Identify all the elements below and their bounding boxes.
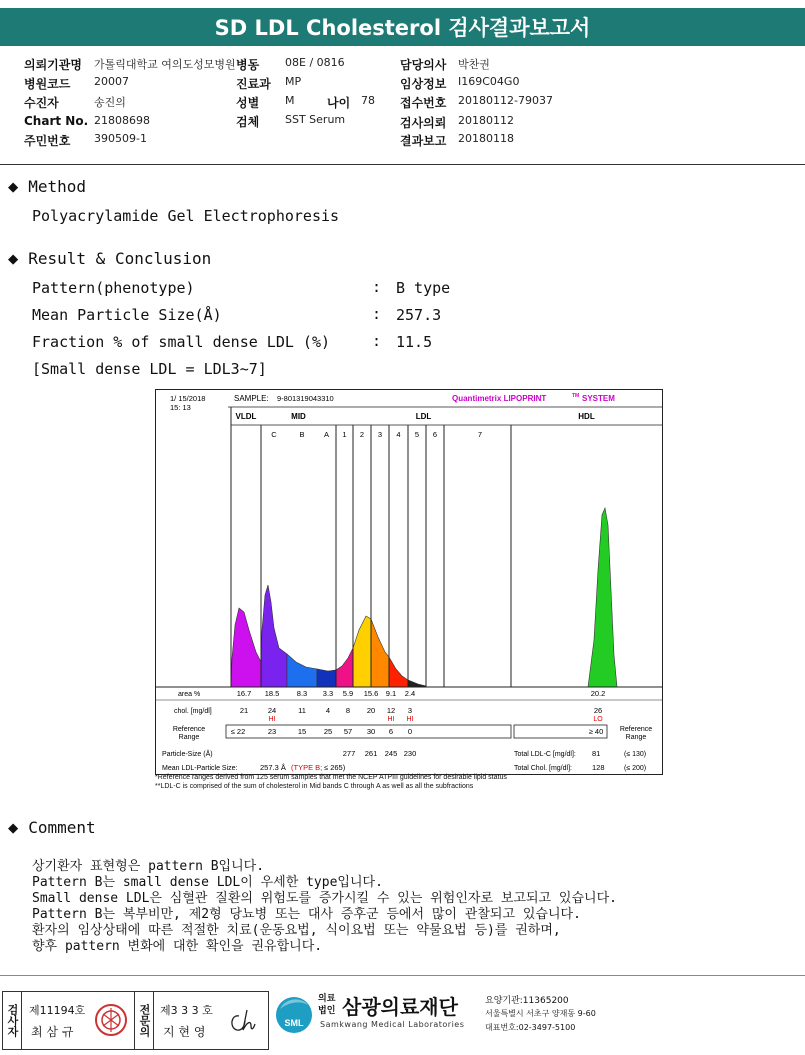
size-colon: :	[372, 305, 382, 323]
total-chol-label: Total Chol. [mg/dl]:	[514, 765, 572, 772]
receipt-label: 접수번호	[400, 96, 447, 110]
lipoprint-chart-svg	[156, 390, 662, 774]
org-address: 서울특별시 서초구 양재동 9-60	[485, 1009, 596, 1018]
comment-line: 상기환자 표현형은 pattern B입니다.	[32, 859, 265, 874]
department-value: MP	[285, 75, 302, 88]
ref-label-line1: Reference	[172, 726, 206, 733]
age-value: 78	[361, 94, 375, 107]
brand-tm: TM	[572, 393, 580, 399]
chart-no-value: 21808698	[94, 114, 150, 127]
chol-value: 3	[407, 706, 413, 715]
brand-suffix: SYSTEM	[582, 394, 615, 403]
ref-label-line2: Range	[625, 734, 647, 741]
area-value: 8.3	[296, 689, 308, 698]
ldl2-peak	[353, 616, 371, 687]
chol-value: 21	[239, 706, 249, 715]
fraction-label: Fraction % of small dense LDL (%)	[32, 333, 331, 351]
chol-value: 20	[366, 706, 376, 715]
specialist-number: 제3 3 3 호	[160, 1004, 213, 1017]
result-date-value: 20180118	[458, 132, 514, 145]
footnote-1: *Reference ranges derived from 125 serum samples that met the NCEP ATPIII guidelines for desirable lipid status	[155, 774, 507, 781]
flag-hi: HI	[406, 716, 414, 723]
request-label: 검사의뢰	[400, 116, 447, 130]
receipt-value: 20180112-79037	[458, 94, 553, 107]
mid-c-peak	[261, 585, 287, 687]
ldl4-peak	[389, 657, 408, 687]
clinical-info-value: I169C04G0	[458, 75, 520, 88]
subfraction-label: 6	[432, 430, 438, 439]
ward-label: 병동	[236, 58, 260, 72]
chol-value: 11	[298, 706, 306, 715]
method-text: Polyacrylamide Gel Electrophoresis	[32, 207, 340, 225]
report-footer	[0, 975, 805, 1055]
subfraction-label: 2	[359, 430, 365, 439]
comment-line: Small dense LDL은 심혈관 질환의 위험도를 증가시킬 수 있는 위험인자로 보고되고 있습니다.	[32, 891, 617, 906]
area-value: 3.3	[322, 689, 334, 698]
subfraction-label: 5	[414, 430, 420, 439]
signature-box	[2, 991, 269, 1050]
ref-value: ≥ 40	[588, 727, 604, 736]
ref-value: 30	[366, 727, 376, 736]
signature-icon	[225, 1002, 261, 1038]
patient-label: 수진자	[24, 96, 59, 110]
size-value: 257.3	[396, 306, 442, 324]
size-label: Mean Particle Size(Å)	[32, 306, 222, 324]
doctor-label: 담당의사	[400, 58, 447, 72]
hospital-code-value: 20007	[94, 75, 129, 88]
mid-b-peak	[287, 654, 317, 687]
group-label: VLDL	[235, 412, 257, 421]
comment-heading-text: Comment	[28, 818, 96, 837]
institution-label: 의뢰기관명	[24, 58, 82, 72]
group-label: MID	[291, 412, 306, 421]
department-label: 진료과	[236, 77, 271, 91]
mean-type-ref: ≤ 265)	[324, 763, 346, 772]
org-english: Samkwang Medical Laboratories	[320, 1020, 465, 1029]
doctor-value: 박찬권	[458, 58, 490, 71]
mean-size-value: 257.3 Å	[260, 763, 286, 772]
org-phone: 대표번호:02-3497-5100	[485, 1023, 576, 1032]
comment-line: 환자의 임상상태에 따른 적절한 치료(운동요법, 식이요법 또는 약물요법 등)를 권하며,	[32, 923, 561, 938]
id-value: 390509-1	[94, 132, 147, 145]
total-chol-ref: (≤ 200)	[624, 765, 647, 772]
sample-label: SAMPLE:	[234, 394, 269, 403]
examiner-name: 최 삼 규	[31, 1025, 74, 1039]
area-value: 5.9	[342, 689, 354, 698]
comment-line: Pattern B는 복부비만, 제2형 당뇨병 또는 대사 증후군 등에서 많이 관찰되고 있습니다.	[32, 907, 581, 922]
sml-logo-icon	[272, 991, 316, 1035]
result-heading	[8, 249, 211, 269]
total-ldl-label: Total LDL-C [mg/dl]:	[514, 751, 576, 758]
patient-header	[0, 46, 805, 165]
report-title: SD LDL Cholesterol 검사결과보고서	[0, 8, 805, 46]
particle-size-value: 277	[342, 749, 356, 758]
chart-date: 1/ 15/2018	[170, 394, 206, 403]
group-label: HDL	[578, 412, 595, 421]
org-code: 요양기관:11365200	[485, 996, 569, 1006]
request-value: 20180112	[458, 114, 514, 127]
area-value: 16.7	[236, 689, 252, 698]
hdl-peak	[588, 508, 617, 687]
institution-value: 가톨릭대학교 여의도성모병원	[94, 58, 236, 71]
seal-stamp-icon	[93, 1000, 129, 1040]
chol-value: 8	[345, 706, 351, 715]
chart-time: 15: 13	[170, 403, 191, 412]
ref-label-line2: Range	[178, 734, 200, 741]
small-dense-note: [Small dense LDL = LDL3~7]	[32, 360, 267, 378]
total-ldl-value: 81	[592, 749, 601, 758]
subfraction-label: B	[299, 430, 305, 439]
comment-line: 향후 pattern 변화에 대한 확인을 권유합니다.	[32, 939, 323, 954]
fraction-colon: :	[372, 332, 382, 350]
subfraction-label: 7	[477, 430, 483, 439]
area-value: 20.2	[590, 689, 606, 698]
mid-a-peak	[317, 669, 336, 687]
sex-value: M	[285, 94, 295, 107]
id-label: 주민번호	[24, 134, 71, 148]
area-value: 18.5	[264, 689, 280, 698]
total-chol-value: 128	[592, 763, 605, 772]
total-ldl-ref: (≤ 130)	[624, 751, 647, 758]
ref-value: ≤ 22	[230, 727, 246, 736]
ref-label-line1: Reference	[619, 726, 653, 733]
examiner-label: 검사자	[3, 992, 22, 1049]
flag-hi: HI	[387, 716, 395, 723]
pattern-value: B type	[396, 279, 451, 297]
ward-value: 08E / 0816	[285, 56, 345, 69]
diamond-bullet-icon: ◆	[8, 249, 19, 269]
result-date-label: 결과보고	[400, 134, 447, 148]
ref-value: 57	[343, 727, 353, 736]
ref-value: 0	[407, 727, 413, 736]
particle-size-label: Particle-Size (Å)	[162, 751, 213, 758]
chart-no-label: Chart No.	[24, 114, 89, 128]
subfraction-label: A	[323, 430, 330, 439]
age-label: 나이	[327, 96, 351, 110]
brand-name: Quantimetrix LIPOPRINT	[452, 394, 547, 403]
result-heading-text: Result & Conclusion	[28, 249, 212, 268]
chol-value: 12	[386, 706, 396, 715]
area-label: area %	[178, 691, 201, 698]
ref-value: 6	[388, 727, 394, 736]
area-value: 2.4	[404, 689, 416, 698]
pattern-colon: :	[372, 278, 382, 296]
area-value: 9.1	[385, 689, 397, 698]
org-legal: 의료 법인	[318, 994, 336, 1016]
ref-value: 25	[323, 727, 333, 736]
ldl-tail	[408, 680, 426, 687]
specimen-label: 검체	[236, 115, 260, 129]
area-value: 15.6	[363, 689, 379, 698]
sample-value: 9-801319043310	[277, 394, 334, 403]
ref-value: 23	[267, 727, 277, 736]
vldl-peak	[231, 608, 261, 687]
specialist-label: 전문의	[134, 992, 154, 1049]
particle-size-value: 245	[384, 749, 398, 758]
comment-heading	[8, 818, 96, 838]
flag-hi: HI	[268, 716, 276, 723]
ref-value: 15	[297, 727, 307, 736]
logo-text: SML	[284, 1018, 304, 1028]
org-name: 삼광의료재단	[342, 995, 458, 1019]
group-label: LDL	[415, 412, 432, 421]
method-heading-text: Method	[28, 177, 87, 196]
fraction-value: 11.5	[396, 333, 433, 351]
particle-size-value: 230	[403, 749, 417, 758]
comment-line: Pattern B는 small dense LDL이 우세한 type입니다.	[32, 875, 383, 890]
patient-value: 송진의	[94, 96, 126, 109]
method-heading	[8, 177, 86, 197]
flag-lo: LO	[593, 716, 603, 723]
mean-type-value: (TYPE B;	[291, 763, 323, 772]
subfraction-label: 3	[377, 430, 383, 439]
clinical-info-label: 임상정보	[400, 77, 447, 91]
diamond-bullet-icon: ◆	[8, 177, 19, 197]
chol-label: chol. [mg/dl]	[174, 708, 212, 715]
chol-value: 4	[325, 706, 331, 715]
chol-value: 24	[267, 706, 277, 715]
examiner-number: 제11194호	[29, 1004, 86, 1017]
mean-size-label: Mean LDL-Particle Size:	[162, 765, 238, 772]
ldl3-peak	[371, 619, 389, 687]
pattern-label: Pattern(phenotype)	[32, 279, 195, 297]
subfraction-label: 1	[342, 430, 347, 439]
diamond-bullet-icon: ◆	[8, 818, 19, 838]
chol-value: 26	[593, 706, 603, 715]
hospital-code-label: 병원코드	[24, 77, 71, 91]
lipoprint-chart	[155, 389, 663, 775]
footnote-2: **LDL-C is comprised of the sum of cholesterol in Mid bands C through A as well as all the subfractions	[155, 783, 474, 790]
subfraction-label: C	[271, 430, 277, 439]
sex-label: 성별	[236, 96, 260, 110]
subfraction-label: 4	[396, 430, 401, 439]
ldl1-peak	[336, 648, 353, 687]
specialist-name: 지 현 영	[163, 1025, 206, 1039]
specimen-value: SST Serum	[285, 113, 346, 126]
particle-size-value: 261	[364, 749, 378, 758]
